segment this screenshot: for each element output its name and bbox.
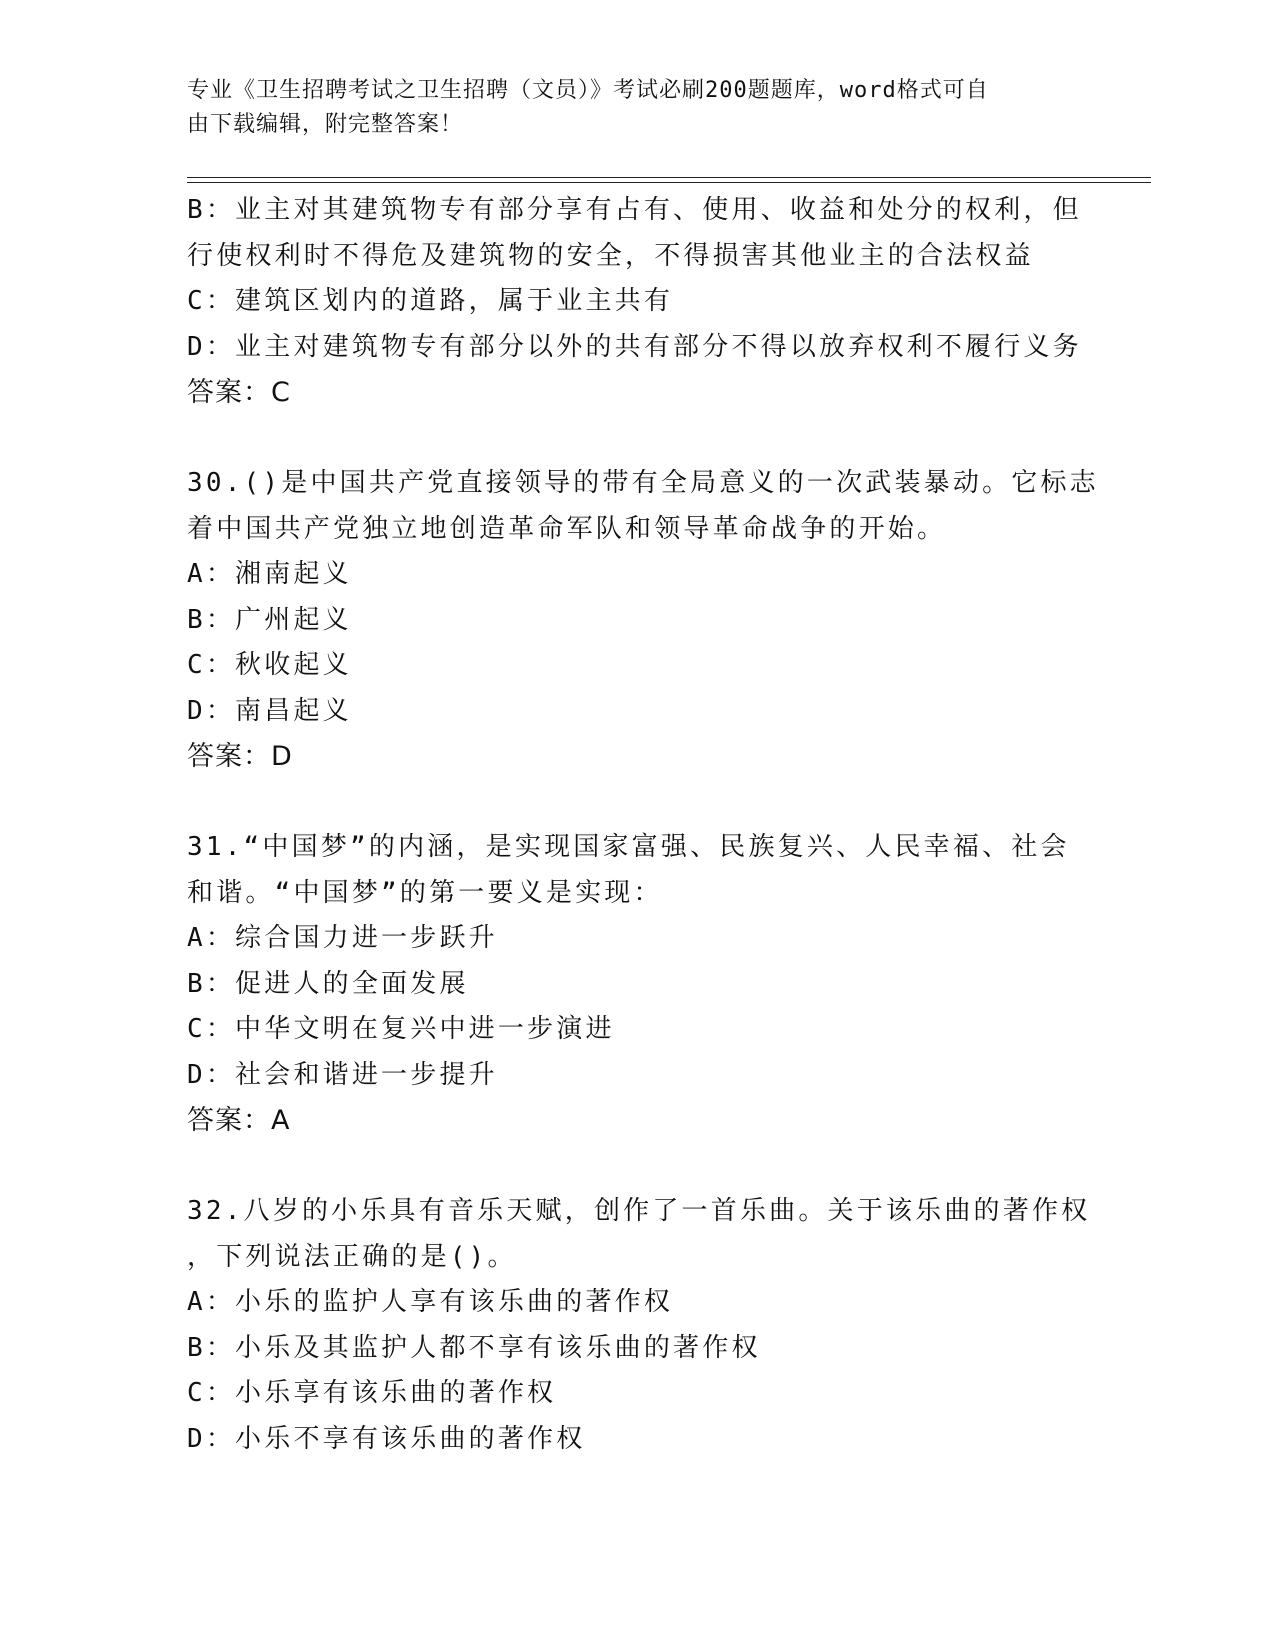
option-c: C：中华文明在复兴中进一步演进 xyxy=(187,1014,615,1044)
option-c: C：秋收起义 xyxy=(187,650,352,680)
header-line-1: 专业《卫生招聘考试之卫生招聘（文员）》考试必刷200题题库，word格式可自 xyxy=(187,78,989,103)
header-divider-bottom xyxy=(187,182,1151,183)
question-32 xyxy=(187,1189,1091,1462)
option-b-line-2: 行使权利时不得危及建筑物的安全，不得损害其他业主的合法权益 xyxy=(187,240,1034,271)
option-c: C：建筑区划内的道路，属于业主共有 xyxy=(187,286,674,316)
question-stem-line-2: 和谐。“中国梦”的第一要义是实现： xyxy=(187,877,663,908)
question-stem-line-2: ，下列说法正确的是()。 xyxy=(187,1241,517,1272)
option-c: C：小乐享有该乐曲的著作权 xyxy=(187,1378,557,1408)
option-a: A：小乐的监护人享有该乐曲的著作权 xyxy=(187,1287,674,1317)
option-d: D：小乐不享有该乐曲的著作权 xyxy=(187,1423,586,1454)
option-a: A：湘南起义 xyxy=(187,559,352,589)
answer-label: 答案：A xyxy=(187,1105,291,1136)
option-b: B：广州起义 xyxy=(187,604,352,635)
question-30 xyxy=(187,461,1099,780)
question-31 xyxy=(187,825,1087,1144)
option-b: B：小乐及其监护人都不享有该乐曲的著作权 xyxy=(187,1332,761,1363)
option-a: A：综合国力进一步跃升 xyxy=(187,923,498,953)
question-29-continued xyxy=(187,188,1087,416)
spacer xyxy=(187,1144,1087,1190)
spacer xyxy=(187,416,1087,462)
question-list xyxy=(187,188,1099,1462)
option-d: D：业主对建筑物专有部分以外的共有部分不得以放弃权利不履行义务 xyxy=(187,331,1082,362)
answer-label: 答案：C xyxy=(187,377,291,408)
option-b: B：促进人的全面发展 xyxy=(187,968,469,999)
question-stem-line-1: 30.()是中国共产党直接领导的带有全局意义的一次武装暴动。它标志 xyxy=(187,468,1099,498)
header-divider-top xyxy=(187,177,1151,178)
question-stem-line-2: 着中国共产党独立地创造革命军队和领导革命战争的开始。 xyxy=(187,513,947,544)
option-d: D：南昌起义 xyxy=(187,695,352,726)
header-line-2: 由下载编辑，附完整答案！ xyxy=(187,112,464,137)
question-stem-line-1: 32.八岁的小乐具有音乐天赋，创作了一首乐曲。关于该乐曲的著作权 xyxy=(187,1196,1091,1226)
option-d: D：社会和谐进一步提升 xyxy=(187,1059,498,1090)
answer-label: 答案：D xyxy=(187,741,293,772)
question-stem-line-1: 31.“中国梦”的内涵，是实现国家富强、民族复兴、人民幸福、社会 xyxy=(187,832,1070,862)
document-header xyxy=(187,74,1067,142)
spacer xyxy=(187,780,1087,826)
option-b-line-1: B：业主对其建筑物专有部分享有占有、使用、收益和处分的权利，但 xyxy=(187,195,1082,225)
